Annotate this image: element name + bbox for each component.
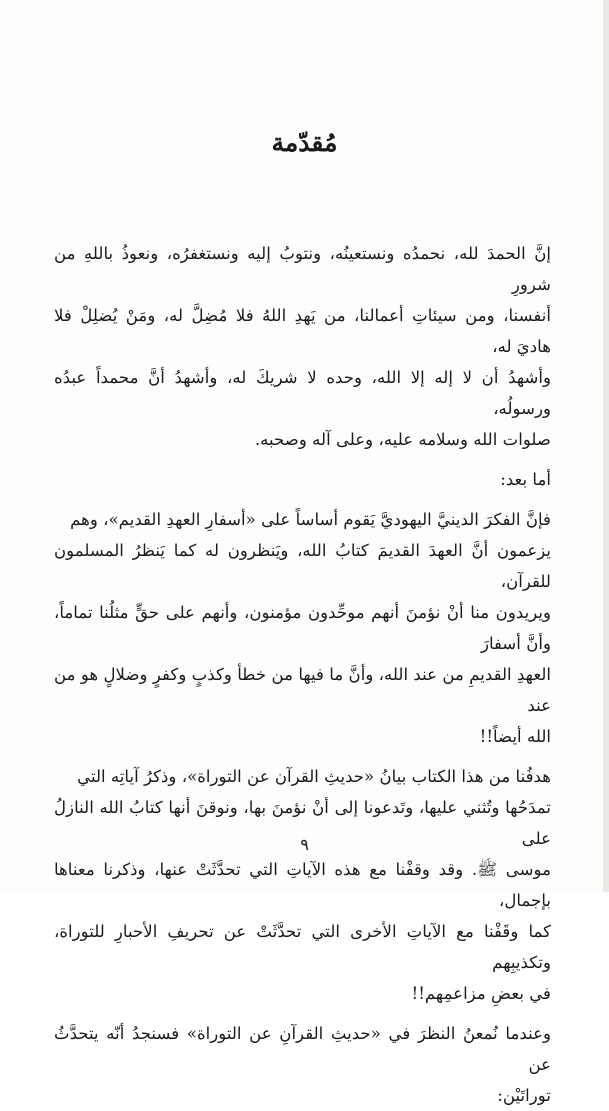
paragraph-two-torahs <box>54 1018 551 1111</box>
text-line: هدفُنا من هذا الكتاب بيانُ «حديثِ القرآن عن التوراة»، وذكرُ آياتِه التي <box>77 767 551 786</box>
body-text <box>54 238 551 1111</box>
page-title: مُقدّمة <box>271 128 338 157</box>
text-line: وأشهدُ أن لا إله إلا الله، وحده لا شريكَ له، وأشهدُ أنَّ محمداً عبدُه ورسولُه، <box>54 368 551 418</box>
paragraph-opening <box>54 238 551 455</box>
paragraph-jewish-thought <box>54 504 551 752</box>
paragraph-amma-bad <box>54 464 551 495</box>
text-line: كما وقَفْنا مع الآياتِ الأخرى التي تحدَّثَتْ عن تحريفِ الأحبارِ للتوراة، وتكذيبِهم <box>54 922 551 972</box>
text-line: في بعضِ مزاعمِهم!! <box>411 984 551 1003</box>
page-number: ٩ <box>300 835 309 854</box>
text-line: وعندما نُمعنُ النظرَ في «حديثِ القرآنِ عن التوراة» فسنجدُ أنّه يتحدَّثُ عن <box>54 1024 551 1074</box>
text-line: صلوات الله وسلامه عليه، وعلى آله وصحبه. <box>254 430 551 449</box>
text-line: يزعمون أنَّ العهدَ القديمَ كتابُ الله، ويَنظرون له كما يَنظرُ المسلمون للقرآن، <box>54 541 551 591</box>
text-line: موسى ﷺ. وقد وقفْنا مع هذه الآياتِ التي تحدَّثَتْ عنها، وذكرنا معناها بإجمال، <box>54 860 551 910</box>
text-line: إنَّ الحمدَ لله، نحمدُه ونستعينُه، ونتوبُ إليه ونستغفرُه، ونعوذُ باللهِ من شرورِ <box>54 244 551 294</box>
text-line: العهدِ القديمِ من عند الله، وأنَّ ما فيها من خطأ وكذبٍ وكفرٍ وضلالٍ هو من عند <box>54 665 551 715</box>
text-line: الله أيضاً!! <box>479 727 551 746</box>
text-line: ويريدون منا أنْ نؤمنَ أنهم موحِّدون مؤمنون، وأنهم على حقٍّ مثلُنا تماماً، وأنَّ أسفارَ <box>54 603 551 653</box>
text-line: أما بعد: <box>500 470 551 489</box>
text-line: تمدَحُها وتُثني عليها، وتَدعونا إلى أنْ نؤمنَ بها، ونوقنَ أنها كتابُ الله النازلُ على <box>54 798 551 848</box>
text-line: فإنَّ الفكرَ الدينيَّ اليهوديَّ يَقوم أساساً على «أسفارِ العهدِ القديم»، وهم <box>70 510 551 529</box>
paragraph-book-goal <box>54 761 551 1009</box>
text-line: أنفسنا، ومن سيئاتِ أعمالنا، من يَهدِ اللهُ فلا مُضِلَّ له، ومَنْ يُضلِلْ فلا هاديَ له، <box>54 306 551 356</box>
text-line: توراتَيْن: <box>497 1086 551 1105</box>
